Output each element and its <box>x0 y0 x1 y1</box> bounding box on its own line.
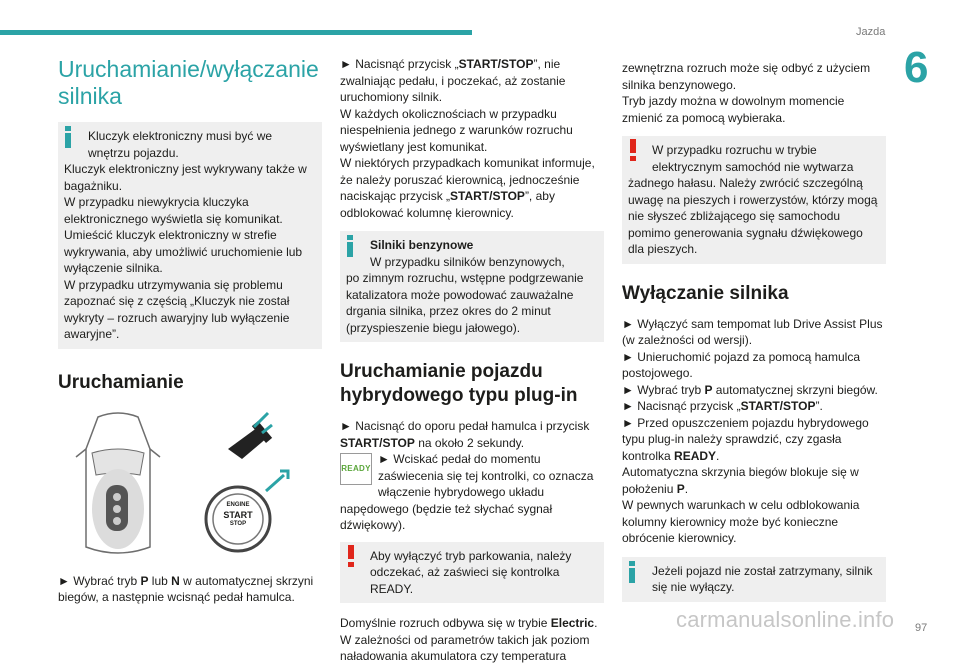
warning-box-first-line: W przypadku rozruchu w trybie elektrycznym samochód nie wytwarza <box>652 143 854 174</box>
info-box-body: po zimnym rozruchu, wstępne podgrzewanie katalizatora może powodować zauważalne drgania silnika, przez okres do 2 minut (przyspieszenie biegu jałowego). <box>346 271 584 335</box>
step-press-start: ► Nacisnąć przycisk „START/STOP”, nie zwalniając pedału, i poczekać, aż zostanie uruchomiony silnik. <box>340 57 566 104</box>
info-box-first-line: W przypadku silników benzynowych, <box>370 254 565 269</box>
section-title-engine-off: Wyłączanie silnika <box>622 282 789 304</box>
info-box-text: Jeżeli pojazd nie został zatrzymany, silnik się nie wyłączy. <box>652 563 873 594</box>
paragraph-steering-unlock: W pewnych warunkach w celu odblokowania kolumny kierownicy może być konieczne obrócenie kierownicy. <box>622 498 860 545</box>
ready-indicator-icon: READY <box>340 453 372 485</box>
paragraph-steering: W niektórych przypadkach komunikat informuje, że należy poruszać kierownicą, jednocześnie naciskając przycisk „START/STOP”, aby odblokować kolumnę kierownicy. <box>340 156 595 220</box>
step-cruise-off: ► Wyłączyć sam tempomat lub Drive Assist Plus (w zależności od wersji). <box>622 316 883 347</box>
step-brake-and-start: ► Nacisnąć do oporu pedał hamulca i przycisk START/STOP na około 2 sekundy. <box>340 419 590 450</box>
step-ready-light: READY ► Wciskać pedał do momentu zaświecenia się tej kontrolki, co oznacza włączenie hybrydowego układu napędowego (będzie też słychać sygnał dźwiękowy). <box>340 452 594 532</box>
paragraph-battery-temp: W zależności od parametrów takich jak poziom naładowania akumulatora czy temperatura <box>340 632 590 663</box>
car-key-illustration <box>58 409 322 559</box>
info-box-line: W przypadku utrzymywania się problemu zapoznać się z częścią „Kluczyk nie został wykryty – rozruch awaryjny lub wyłączenie awaryjne”. <box>64 277 290 341</box>
paragraph-petrol-start: zewnętrzna rozruch może się odbyć z użyciem silnika benzynowego. <box>622 61 871 92</box>
step-check-ready: ► Przed opuszczeniem pojazdu hybrydowego typu plug-in należy sprawdzić, czy zgasła kontrolka READY. <box>622 415 869 463</box>
column-2 <box>340 56 604 665</box>
info-box-line: W przypadku niewykrycia kluczyka elektronicznego wyświetla się komunikat. <box>64 195 283 226</box>
warning-box-electric-silent <box>622 136 886 264</box>
step-press-start-stop: ► Nacisnąć przycisk „START/STOP”. <box>622 399 823 413</box>
warning-box-text: Aby wyłączyć tryb parkowania, należy odczekać, aż zaświeci się kontrolka READY. <box>370 548 572 596</box>
column-3 <box>622 60 886 602</box>
starting-illustration <box>58 409 322 559</box>
engine-button-label-mid: START <box>223 509 253 520</box>
page-title: Uruchamianie/wyłączanie silnika <box>58 56 319 109</box>
info-box-petrol <box>340 231 604 342</box>
info-box-key <box>58 122 322 349</box>
column-1 <box>58 56 322 606</box>
section-title-starting: Uruchamianie <box>58 371 184 393</box>
paragraph-mode-change: Tryb jazdy można w dowolnym momencie zmienić za pomocą wybieraka. <box>622 94 845 125</box>
paragraph-default-mode: Domyślnie rozruch odbywa się w trybie Electric. <box>340 616 598 630</box>
info-box-engine-not-stop <box>622 557 886 602</box>
step-select-p: ► Wybrać tryb P automatycznej skrzyni biegów. <box>622 382 878 397</box>
paragraph-gearbox-lock: Automatyczna skrzynia biegów blokuje się w położeniu P. <box>622 465 859 496</box>
warning-box-body: żadnego hałasu. Należy zwrócić szczególną uwagę na pieszych i rowerzystów, którzy mogą nie słyszeć zbliżającego się samochodu pomimo generowania sygnału dźwiękowego dla pieszych. <box>628 176 878 256</box>
page-number: 97 <box>915 622 928 634</box>
section-title-hybrid-start: Uruchamianie pojazdu hybrydowego typu plug-in <box>340 361 578 406</box>
watermark: carmanualsonline.info <box>676 607 895 632</box>
header-accent-bar <box>0 30 472 35</box>
info-box-line: Umieścić kluczyk elektroniczny w strefie wykrywania, aby umożliwić uruchomienie lub wyłączenie silnika. <box>64 228 303 275</box>
section-header-label: Jazda <box>856 26 886 38</box>
engine-button-label-top: ENGINE <box>226 501 250 508</box>
paragraph-message: W każdych okolicznościach w przypadku niespełnienia jednego z warunków rozruchu wyświetlany jest komunikat. <box>340 106 573 154</box>
chapter-number: 6 <box>904 43 929 92</box>
warning-box-parking <box>340 542 604 604</box>
step-parking-brake: ► Unieruchomić pojazd za pomocą hamulca postojowego. <box>622 349 860 380</box>
step-select-mode: ► Wybrać tryb P lub N w automatycznej skrzyni biegów, a następnie wcisnąć pedał hamulca. <box>58 573 314 604</box>
info-box-first-line: Kluczyk elektroniczny musi być we wnętrzu pojazdu. <box>88 129 273 160</box>
info-box-title: Silniki benzynowe <box>370 238 474 252</box>
engine-button-label-bot: STOP <box>229 520 247 527</box>
info-box-line: Kluczyk elektroniczny jest wykrywany także w bagażniku. <box>64 162 307 193</box>
foot-on-pedal-icon <box>228 413 272 459</box>
